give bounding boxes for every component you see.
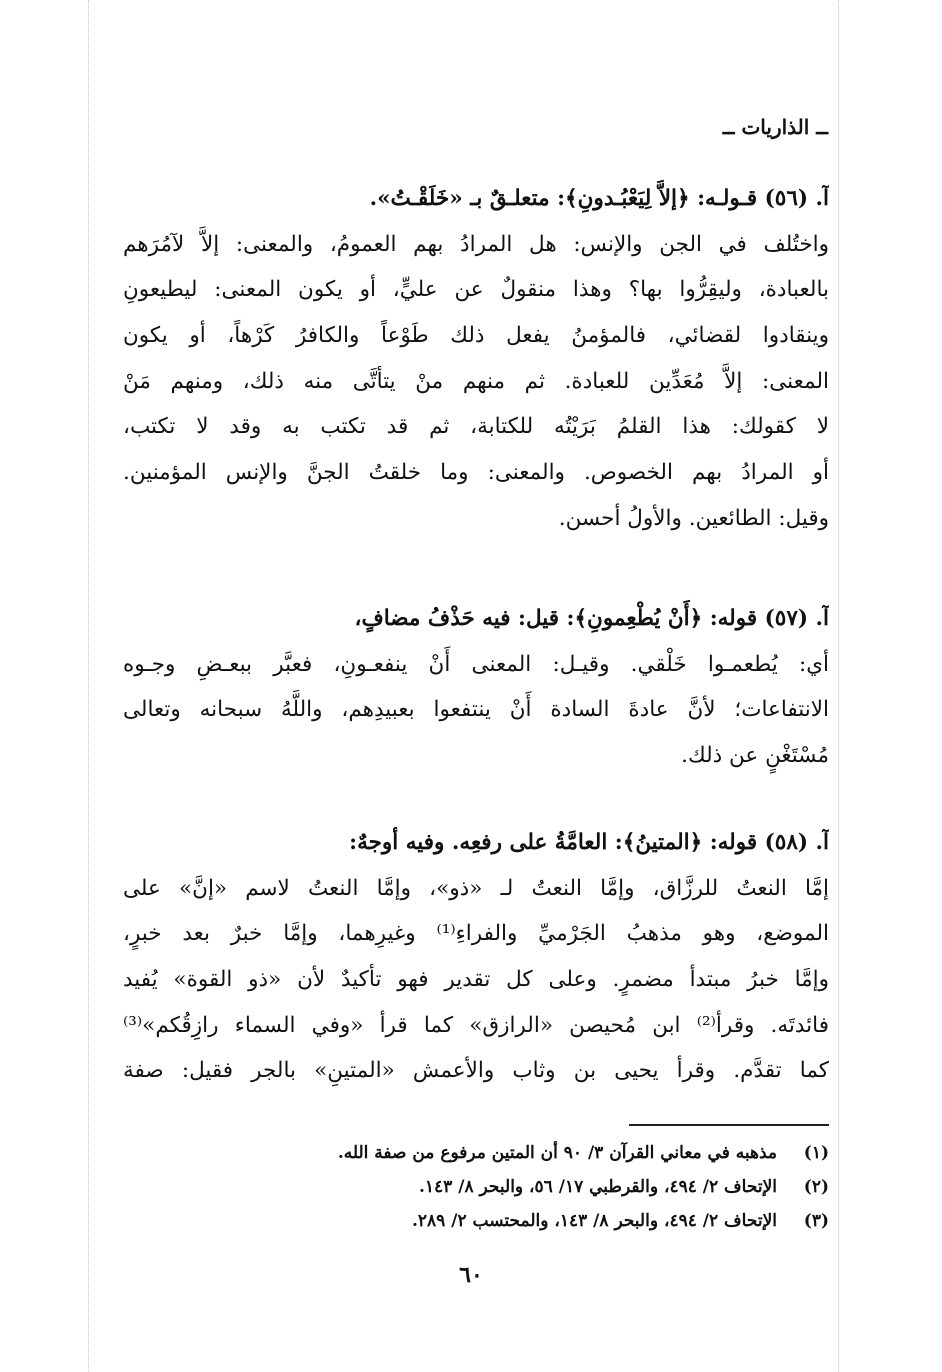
footnote-number: (٢) [803, 1177, 829, 1197]
scan-guide-line [88, 0, 89, 1372]
verse-heading: آ. (٥٧) قوله: ﴿أَنْ يُطْعِمونِ﴾: قيل: فيه حَذْفُ مضافٍ، [354, 606, 829, 631]
commentary-section-56 [123, 176, 829, 542]
footnote-item [123, 1170, 829, 1204]
text-line: مُسْتَغْنٍ عن ذلك. [681, 743, 829, 769]
footnote-separator [629, 1124, 829, 1126]
text-line: المعنى: إلاَّ مُعَدِّين للعبادة. ثم منهم منْ يتأتَّى منه ذلك، ومنهم مَنْ [123, 368, 829, 394]
text-line: واختُلف في الجن والإنس: هل المرادُ بهم العمومُ، والمعنى: إلاَّ لآمُرَهم [123, 231, 829, 257]
footnotes [123, 1136, 829, 1238]
text-line: أي: يُطعمـوا خَلْقي. وقيـل: المعنى أَنْ ينفعـونِ، فعبَّر ببعـضِ وجـوه [123, 651, 829, 677]
footnote-item [123, 1204, 829, 1238]
text-line: بالعبادة، وليقِرُّوا بها؟ وهذا منقولٌ عن عليٍّ، أو يكون المعنى: ليطيعونِ [123, 277, 829, 303]
footnote-number: (١) [803, 1143, 829, 1163]
commentary-section-57 [123, 596, 829, 779]
footnote-item [123, 1136, 829, 1170]
text-line: الموضع، وهو مذهبُ الجَرْميِّ والفراءِ⁽¹⁾ وغيرِهما، وإمَّا خبرٌ بعد خبرٍ، [123, 921, 829, 947]
text-line: وينقادوا لقضائي، فالمؤمنُ يفعل ذلك طَوْعاً والكافرُ كَرْهاً، أو يكون [123, 323, 829, 349]
footnote-number: (٣) [803, 1211, 829, 1231]
scan-guide-line [838, 0, 839, 1372]
text-line: أو المرادُ بهم الخصوص. والمعنى: وما خلقتُ الجنَّ والإنس المؤمنين. [123, 460, 829, 486]
text-line: الانتفاعات؛ لأنَّ عادةَ السادة أَنْ ينتفعوا بعبيدِهم، واللَّهُ سبحانه وتعالى [123, 697, 829, 723]
footnote-text: مذهبه في معاني القرآن ٣/ ٩٠ أن المتين مرفوع من صفة الله. [337, 1143, 777, 1163]
text-line: فائدتَه. وقرأ⁽²⁾ ابن مُحيصن «الرازق» كما قرأ «وفي السماء رازِقُكم»⁽³⁾ [123, 1012, 829, 1038]
page-number: ٦٠ [459, 1262, 483, 1288]
text-line: كما تقدَّم. وقرأ يحيى بن وثاب والأعمش «المتينِ» بالجر فقيل: صفة [123, 1058, 829, 1084]
footnote-text: الإتحاف ٢/ ٤٩٤، والقرطبي ١٧/ ٥٦، والبحر ٨/ ١٤٣. [419, 1177, 777, 1197]
text-line: لا كقولك: هذا القلمُ بَرَيْتُه للكتابة، ثم قد تكتب به وقد لا تكتب، [123, 414, 829, 440]
text-line: وإمَّا خبرُ مبتدأ مضمرٍ. وعلى كل تقدير فهو تأكيدٌ لأن «ذو القوة» يُفيد [123, 967, 829, 993]
verse-heading: آ. (٥٨) قوله: ﴿المتينُ﴾: العامَّةُ على رفعِه. وفيه أوجهٌ: [349, 830, 829, 855]
verse-heading: آ. (٥٦) قـولـه: ﴿إلاَّ لِيَعْبُـدونِ﴾: متعلـقٌ بـ «خَلَقْـتُ». [369, 186, 829, 211]
commentary-section-58 [123, 820, 829, 1094]
footnote-text: الإتحاف ٢/ ٤٩٤، والبحر ٨/ ١٤٣، والمحتسب ٢/ ٢٨٩. [412, 1211, 777, 1231]
running-header: ــ الذاريات ــ [722, 115, 828, 139]
text-line: وقيل: الطائعين. والأولُ أحسن. [558, 505, 829, 531]
text-line: إمَّا النعتُ للرزَّاق، وإمَّا النعتُ لـ «ذو»، وإمَّا النعتُ لاسم «إنَّ» على [123, 875, 829, 901]
